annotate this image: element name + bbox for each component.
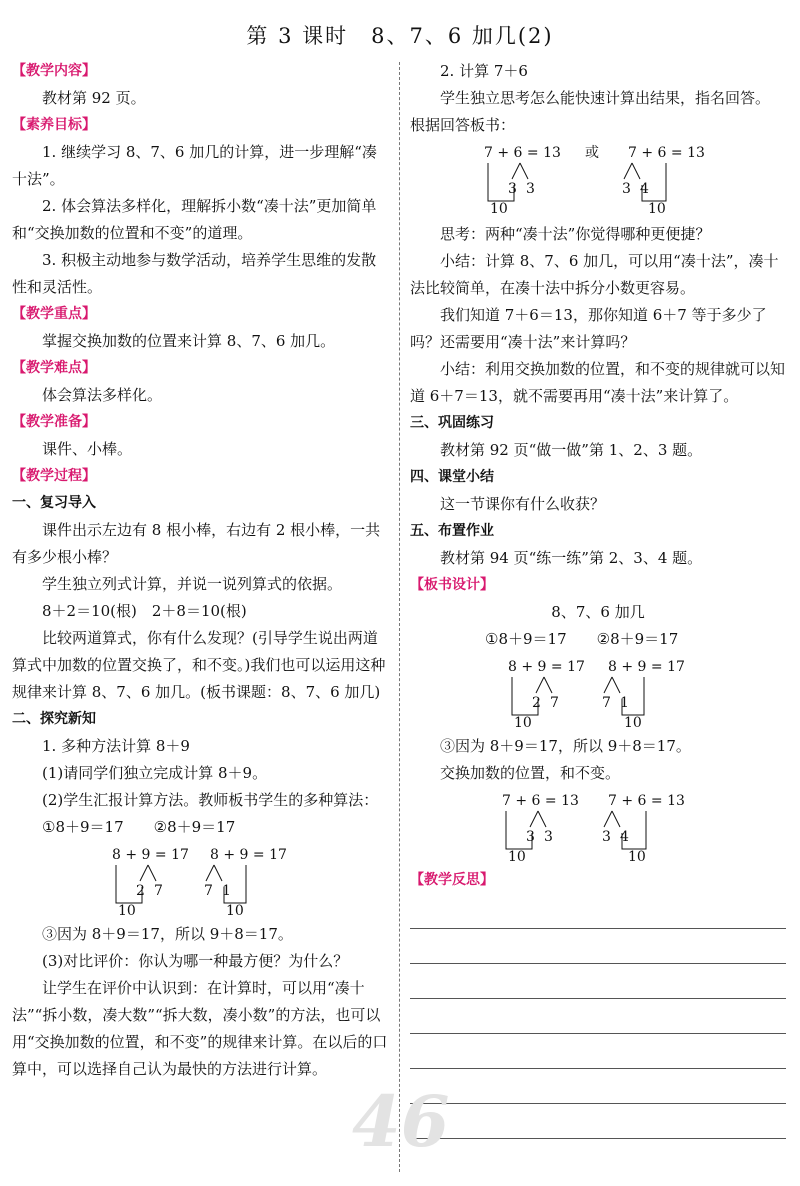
board-split-a-1: 2	[532, 695, 541, 711]
page-number: 46	[352, 1080, 450, 1163]
explore-q2a: 学生独立思考怎么能快速计算出结果，指名回答。	[440, 89, 771, 107]
method-3: ③因为 8＋9＝17，所以 9＋8＝17。	[42, 925, 293, 943]
reflection-line[interactable]	[410, 999, 786, 1034]
tag-key: 【教学重点】	[12, 306, 96, 322]
page-title: 第 3 课时 8、7、6 加几(2)	[246, 24, 554, 48]
eq-7-6-a: 7 + 6 = 13	[484, 145, 561, 161]
key-text: 掌握交换加数的位置来计算 8、7、6 加几。	[42, 332, 336, 350]
split-c-1: 3	[508, 181, 517, 197]
explore-q1b: (2)学生汇报计算方法。教师板书学生的多种算法：	[42, 791, 379, 809]
split-c-2: 3	[526, 181, 535, 197]
goal-3: 3. 积极主动地参与数学活动，培养学生思维的发散性和灵活性。	[12, 251, 377, 296]
board-ten-a: 10	[514, 715, 532, 729]
column-divider	[399, 62, 400, 1172]
board-eq-7-6-a: 7 + 6 = 13	[502, 793, 579, 809]
board-split-c-1: 3	[526, 829, 535, 845]
summary-1: 小结：计算 8、7、6 加几，可以用“凑十法”，凑十法比较简单，在凑十法中拆分小数更容易。	[410, 252, 779, 297]
explore-q2b: 根据回答板书：	[410, 116, 516, 134]
explore-q2: 2. 计算 7＋6	[440, 62, 528, 80]
summary-text: 这一节课你有什么收获？	[440, 495, 606, 513]
right-column	[410, 58, 786, 1139]
board-split-c-2: 3	[544, 829, 553, 845]
board-rule: 交换加数的位置，和不变。	[440, 764, 621, 782]
explore-p5: 我们知道 7＋6＝13，那你知道 6＋7 等于多少了吗？还需要用“凑十法”来计算吗？	[410, 306, 767, 351]
difficulty-text: 体会算法多样化。	[42, 386, 163, 404]
ten-a: 10	[118, 903, 136, 917]
tag-goals: 【素养目标】	[12, 117, 96, 133]
reflection-line[interactable]	[410, 1104, 786, 1139]
section-summary: 四、课堂小结	[410, 469, 494, 485]
board-split-a-2: 7	[550, 695, 559, 711]
section-homework: 五、布置作业	[410, 523, 494, 539]
split-a-2: 7	[154, 883, 163, 899]
think-text: 思考：两种“凑十法”你觉得哪种更便捷？	[440, 225, 711, 243]
ten-c: 10	[490, 201, 508, 217]
board-split-d-1: 3	[602, 829, 611, 845]
ten-d: 10	[648, 201, 666, 217]
review-p4: 比较两道算式，你有什么发现？(引导学生说出两道算式中加数的位置交换了，和不变。)我们也可以运用这种规律来计算 8、7、6 加几。(板书课题：8、7、6 加几)	[12, 629, 386, 701]
homework-text: 教材第 94 页“练一练”第 2、3、4 题。	[440, 549, 703, 567]
explore-q1d: 让学生在评价中认识到：在计算时，可以用“凑十法”“拆小数，凑大数”“拆大数，凑小数”的方法，也可以用“交换加数的位置，和不变”的规律来计算。在以后的口算中，可以选择自己认为最快的方法进行计算。	[12, 979, 388, 1078]
explore-q1a: (1)请同学们独立完成计算 8＋9。	[42, 764, 268, 782]
board-method-3: ③因为 8＋9＝17，所以 9＋8＝17。	[440, 737, 691, 755]
eq-8-9-a: 8 + 9 = 17	[112, 847, 189, 863]
board-split-b-1: 7	[602, 695, 611, 711]
tag-process: 【教学过程】	[12, 468, 96, 484]
board-eq-8-9-b: 8 + 9 = 17	[608, 659, 685, 675]
board-method-1-2: ①8＋9＝17 ②8＋9＝17	[485, 630, 679, 648]
split-d-1: 3	[622, 181, 631, 197]
tag-prep: 【教学准备】	[12, 414, 96, 430]
split-b-1: 7	[204, 883, 213, 899]
section-practice: 三、巩固练习	[410, 415, 494, 431]
section-review: 一、复习导入	[12, 495, 96, 511]
left-column	[12, 58, 390, 1083]
eq-7-6-b: 7 + 6 = 13	[628, 145, 705, 161]
reflection-line[interactable]	[410, 1034, 786, 1069]
board-split-b-2: 1	[620, 695, 629, 711]
eq-8-9-b: 8 + 9 = 17	[210, 847, 287, 863]
board-diagram-7-plus-6	[410, 789, 786, 863]
reflection-line[interactable]	[410, 929, 786, 964]
reflection-line[interactable]	[410, 964, 786, 999]
board-eq-7-6-b: 7 + 6 = 13	[608, 793, 685, 809]
board-eq-8-9-a: 8 + 9 = 17	[508, 659, 585, 675]
review-p3: 8＋2＝10(根) 2＋8＝10(根)	[42, 602, 247, 620]
practice-text: 教材第 92 页“做一做”第 1、2、3 题。	[440, 441, 703, 459]
board-split-d-2: 4	[620, 829, 629, 845]
explore-q1c: (3)对比评价：你认为哪一种最方便？为什么？	[42, 952, 349, 970]
reflection-line[interactable]	[410, 1069, 786, 1104]
reflection-line[interactable]	[410, 894, 786, 929]
content-text: 教材第 92 页。	[42, 89, 146, 107]
split-a-1: 2	[136, 883, 145, 899]
prep-text: 课件、小棒。	[42, 440, 133, 458]
board-title: 8、7、6 加几	[551, 603, 645, 621]
goal-1: 1. 继续学习 8、7、6 加几的计算，进一步理解“凑十法”。	[12, 143, 377, 188]
diagram-8-plus-9	[12, 843, 390, 917]
split-d-2: 4	[640, 181, 649, 197]
split-b-2: 1	[222, 883, 231, 899]
section-explore: 二、探究新知	[12, 711, 96, 727]
tag-difficulty: 【教学难点】	[12, 360, 96, 376]
board-diagram-8-plus-9	[410, 655, 786, 729]
review-p2: 学生独立列式计算，并说一说列算式的依据。	[42, 575, 343, 593]
board-ten-d: 10	[628, 849, 646, 863]
diagram-7-plus-6	[410, 141, 786, 217]
tag-board: 【板书设计】	[410, 577, 494, 593]
or-word: 或	[585, 145, 599, 161]
board-ten-c: 10	[508, 849, 526, 863]
board-ten-b: 10	[624, 715, 642, 729]
goal-2: 2. 体会算法多样化，理解拆小数“凑十法”更加简单和“交换加数的位置和不变”的道理。	[12, 197, 377, 242]
review-p1: 课件出示左边有 8 根小棒，右边有 2 根小棒，一共有多少根小棒？	[12, 521, 381, 566]
explore-q1: 1. 多种方法计算 8＋9	[42, 737, 190, 755]
reflection-lines	[410, 894, 786, 1139]
method-1-2: ①8＋9＝17 ②8＋9＝17	[42, 818, 236, 836]
summary-2: 小结：利用交换加数的位置，和不变的规律就可以知道 6＋7＝13，就不需要再用“凑十法”来计算了。	[410, 360, 786, 405]
tag-reflect: 【教学反思】	[410, 872, 494, 888]
ten-b: 10	[226, 903, 244, 917]
tag-content: 【教学内容】	[12, 63, 96, 79]
